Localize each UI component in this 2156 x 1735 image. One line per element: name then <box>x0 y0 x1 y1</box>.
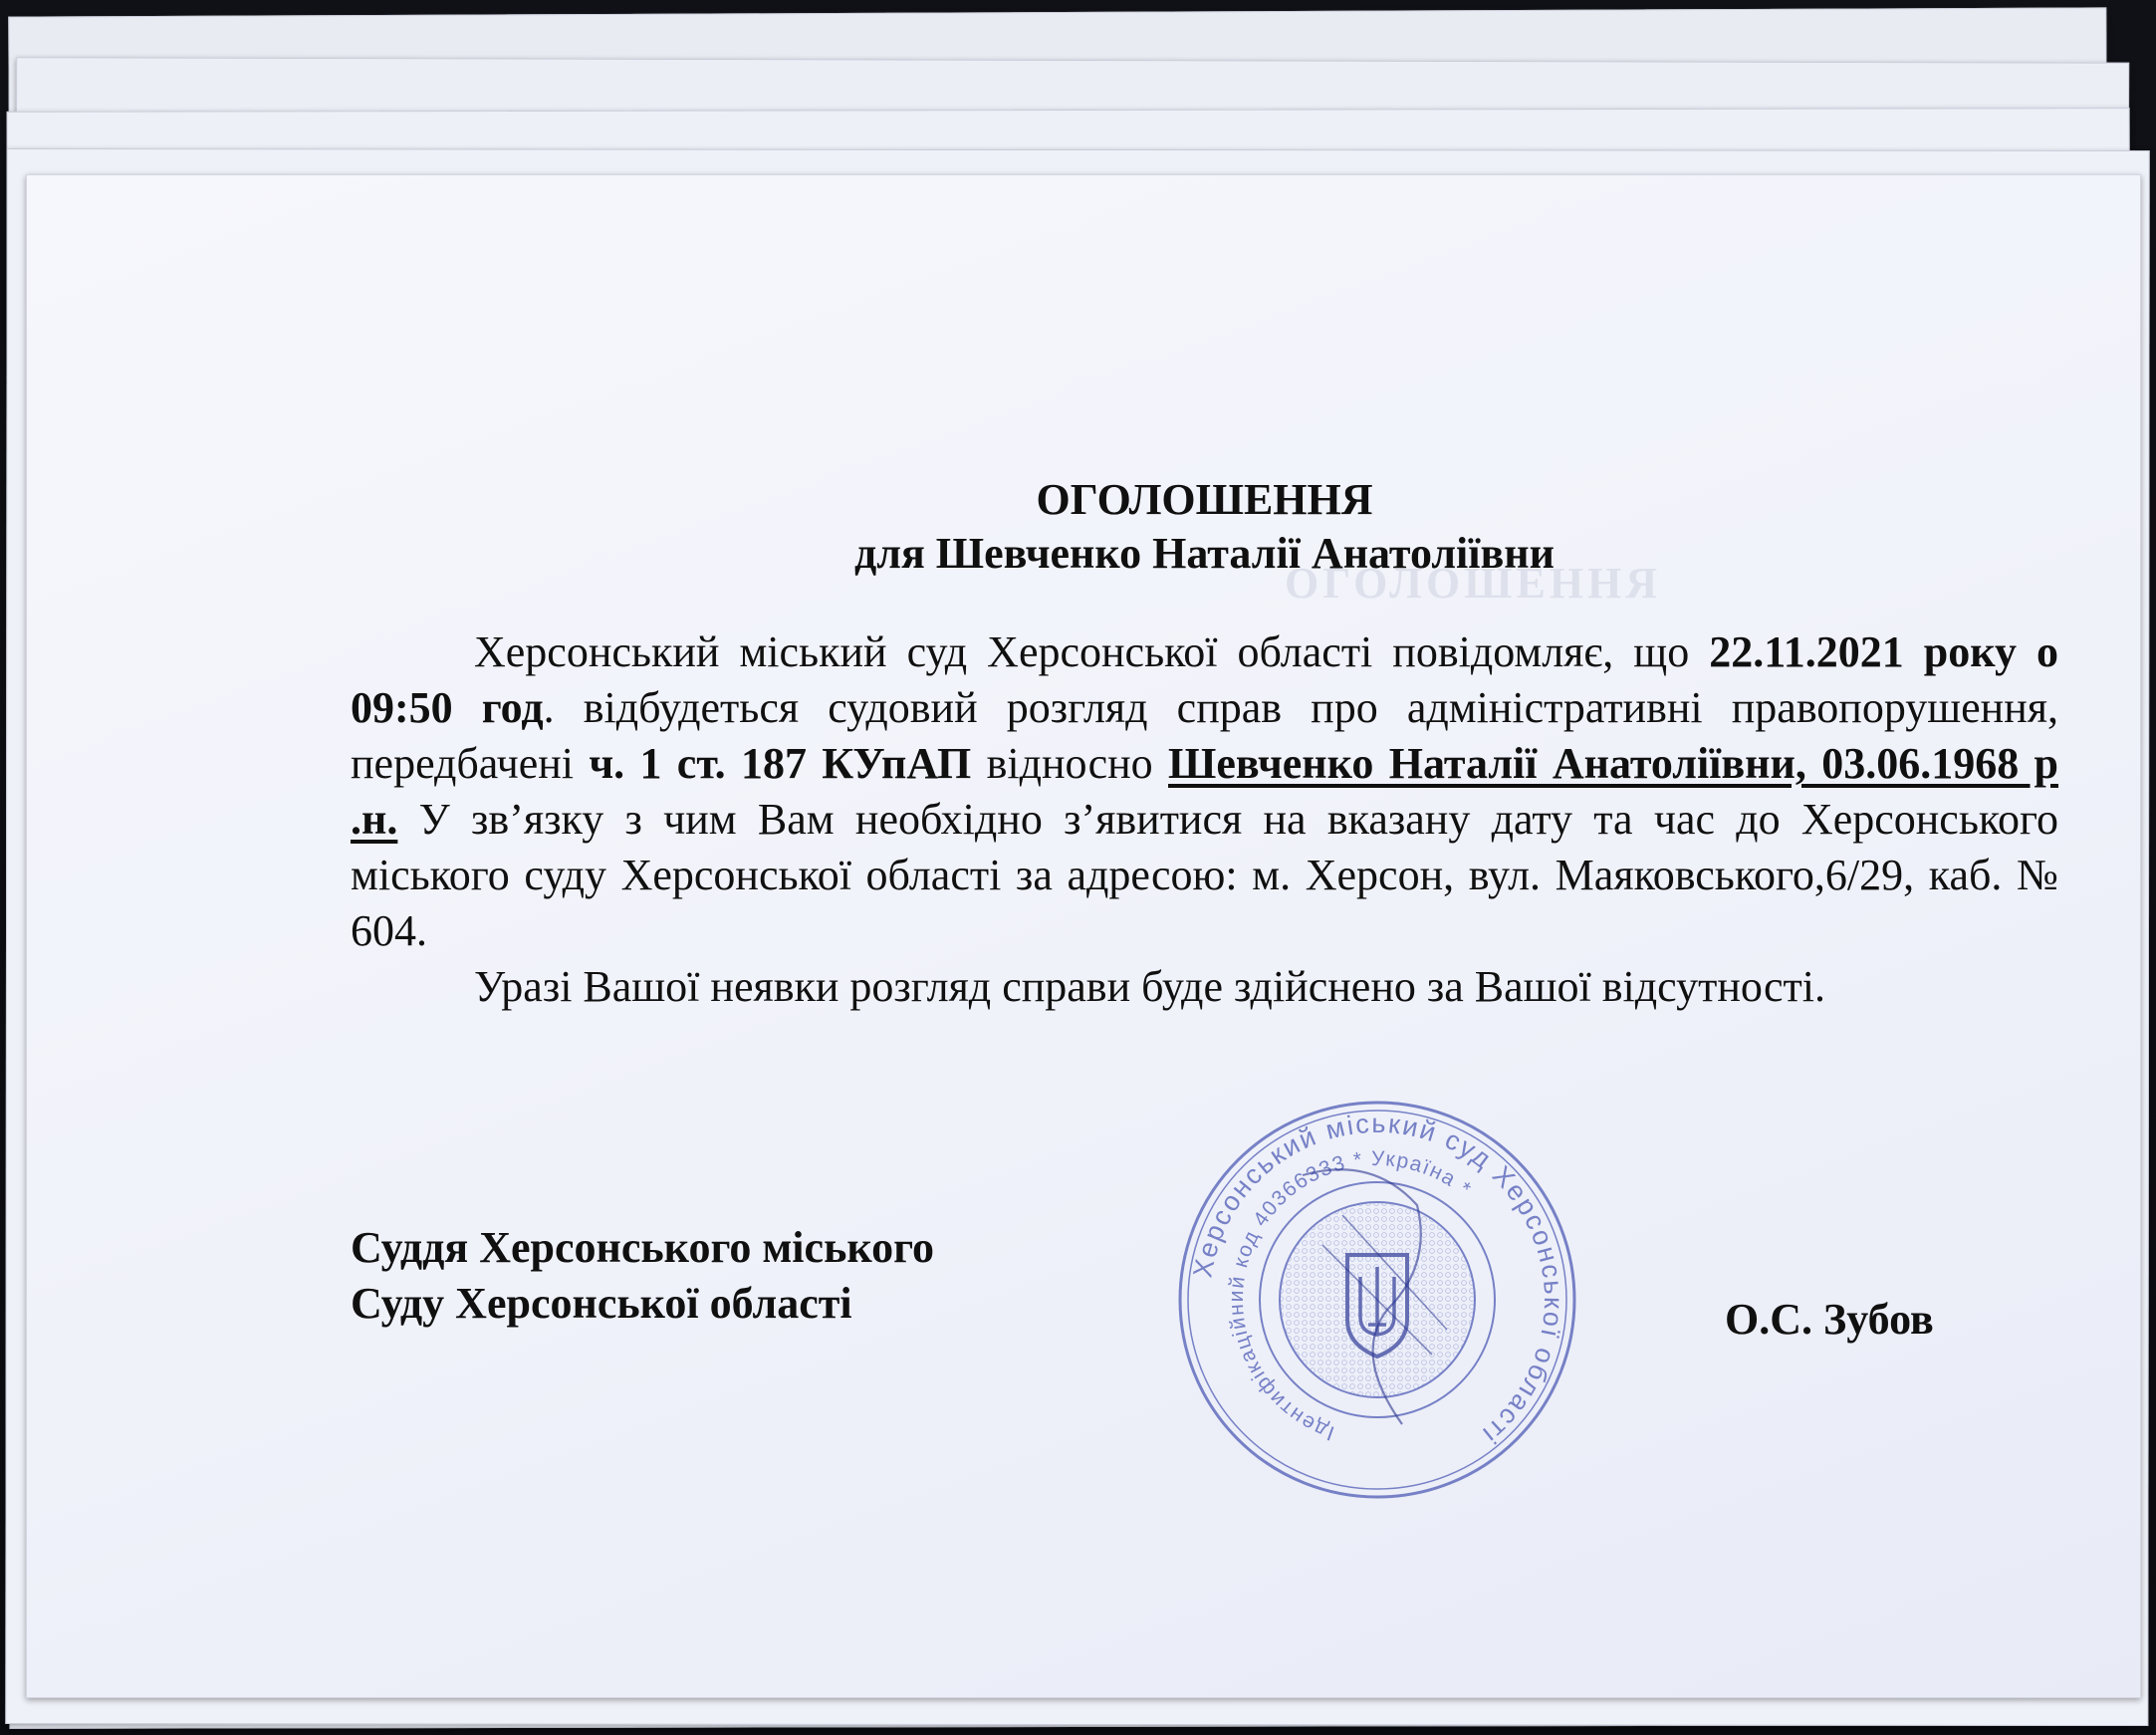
judge-name: О.С. Зубов <box>1725 1295 1934 1344</box>
notice-body <box>351 473 2058 1015</box>
defendant-name: Шевченко Наталії Анатоліївни, 03.06.1968 р .н. <box>351 739 2058 844</box>
notice-paragraph-main <box>351 624 2058 959</box>
legal-article: ч. 1 ст. 187 КУпАП <box>589 739 972 788</box>
judge-title-line1: Суддя Херсонського міського <box>351 1223 934 1272</box>
hearing-date-time: 22.11.2021 року о 09:50 год <box>351 627 2058 732</box>
text-segment: відносно <box>971 739 1169 788</box>
notice-title: ОГОЛОШЕННЯ <box>1036 475 1373 524</box>
stamp-inner-text-path: Ідентифікаційний код 40366333 * Україна * <box>1224 1146 1477 1445</box>
text-segment: . відбудеться судовий розгляд справ про адміністративні правопорушення, передбачені <box>351 683 2058 788</box>
notice-paragraph-absence: Уразі Вашої неявки розгляд справи буде здійснено за Вашої відсутності. <box>474 962 1825 1011</box>
judge-title-line2: Суду Херсонської області <box>351 1279 852 1328</box>
stamp-outer-text: Херсонський міський суд Херсонської області <box>1187 1108 1569 1451</box>
bleed-through-text: ОГОЛОШЕННЯ <box>1285 559 1662 608</box>
notice-recipient: для Шевченко Наталії Анатоліївни <box>854 529 1555 578</box>
text-segment: У зв’язку з чим Вам необхідно з’явитися на вказану дату та час до Херсонського міського суду Херсонської області за адресою: м. Херсон, вул. Маяковського,6/29, каб. № 604. <box>351 795 2058 955</box>
judge-title <box>351 1220 934 1332</box>
text-segment: Херсонський міський суд Херсонської області повідомляє, що <box>474 627 1710 676</box>
court-seal-stamp <box>1173 1096 1581 1504</box>
